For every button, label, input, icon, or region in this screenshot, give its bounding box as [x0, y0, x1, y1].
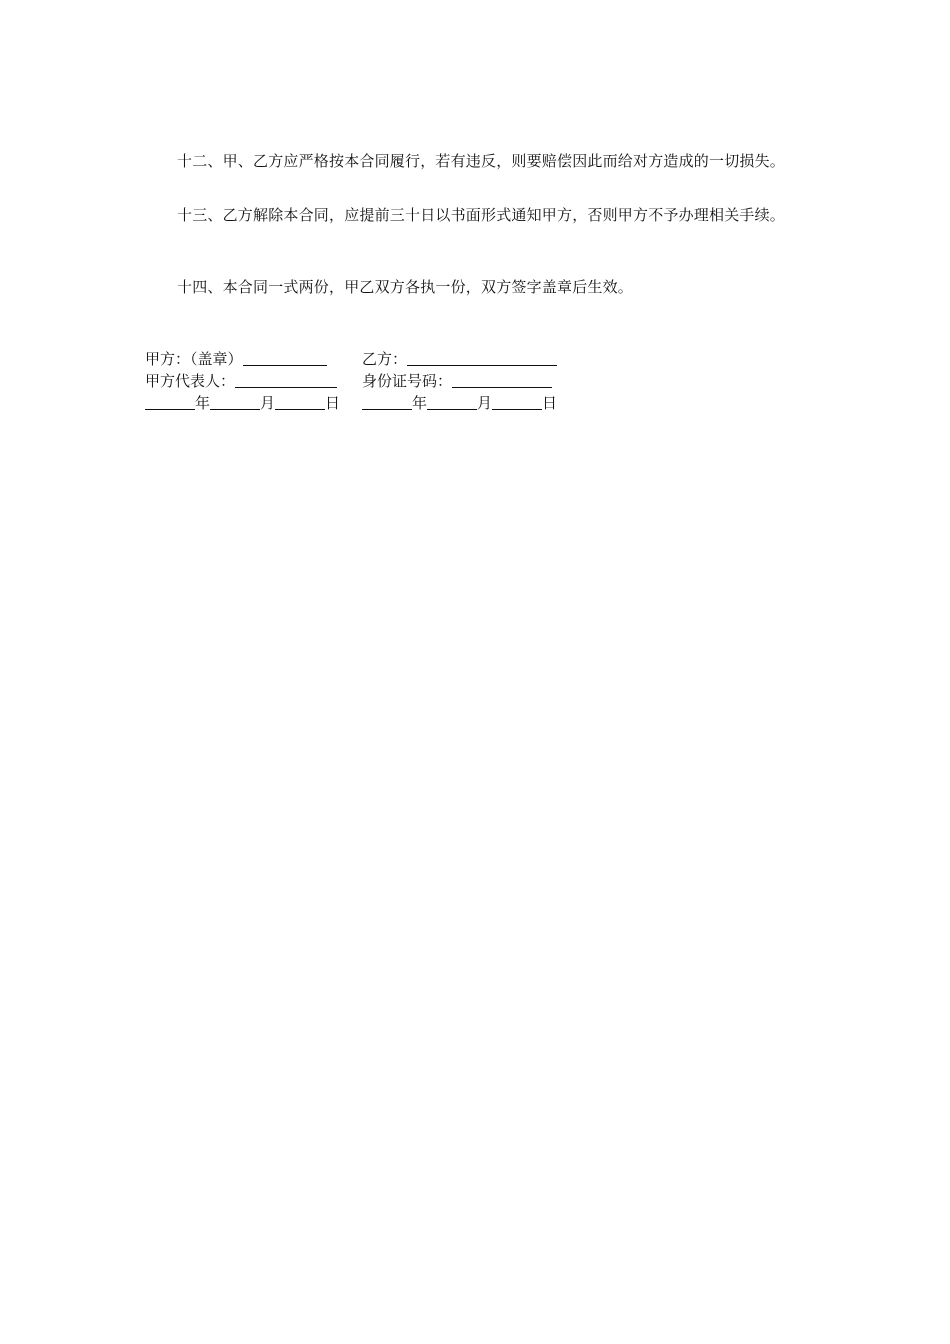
- party-b-cell: [362, 348, 605, 370]
- party-b-month-label: 月: [477, 394, 493, 412]
- signature-row-dates: [145, 392, 605, 414]
- id-number-cell: [362, 370, 605, 392]
- party-a-blank[interactable]: [243, 350, 327, 366]
- clause-twelve: 十二、甲、乙方应严格按本合同履行，若有违反，则要赔偿因此而给对方造成的一切损失。: [177, 152, 786, 170]
- party-a-month-blank[interactable]: [210, 394, 260, 410]
- party-b-date-cell: [362, 392, 605, 414]
- id-number-blank[interactable]: [452, 372, 552, 388]
- party-b-year-blank[interactable]: [362, 394, 412, 410]
- clause-thirteen: 十三、乙方解除本合同，应提前三十日以书面形式通知甲方，否则甲方不予办理相关手续。: [177, 206, 786, 224]
- party-b-label: 乙方：: [362, 350, 408, 368]
- party-a-label: 甲方：（盖章）: [145, 350, 243, 368]
- party-b-month-blank[interactable]: [427, 394, 477, 410]
- party-a-rep-cell: [145, 370, 362, 392]
- clause-fourteen: 十四、本合同一式两份，甲乙双方各执一份，双方签字盖章后生效。: [177, 278, 634, 296]
- party-a-day-label: 日: [325, 394, 341, 412]
- signature-row-identity: [145, 370, 605, 392]
- signature-row-parties: [145, 348, 605, 370]
- party-b-year-label: 年: [412, 394, 428, 412]
- party-a-cell: [145, 348, 362, 370]
- party-a-rep-label: 甲方代表人：: [145, 372, 236, 390]
- party-a-year-blank[interactable]: [145, 394, 195, 410]
- id-number-label: 身份证号码：: [362, 372, 453, 390]
- party-b-day-label: 日: [542, 394, 558, 412]
- party-b-day-blank[interactable]: [492, 394, 542, 410]
- party-a-rep-blank[interactable]: [235, 372, 337, 388]
- party-a-date-cell: [145, 392, 362, 414]
- signature-block: [145, 348, 605, 414]
- party-a-day-blank[interactable]: [275, 394, 325, 410]
- party-a-month-label: 月: [260, 394, 276, 412]
- party-a-year-label: 年: [195, 394, 211, 412]
- party-b-blank[interactable]: [407, 350, 557, 366]
